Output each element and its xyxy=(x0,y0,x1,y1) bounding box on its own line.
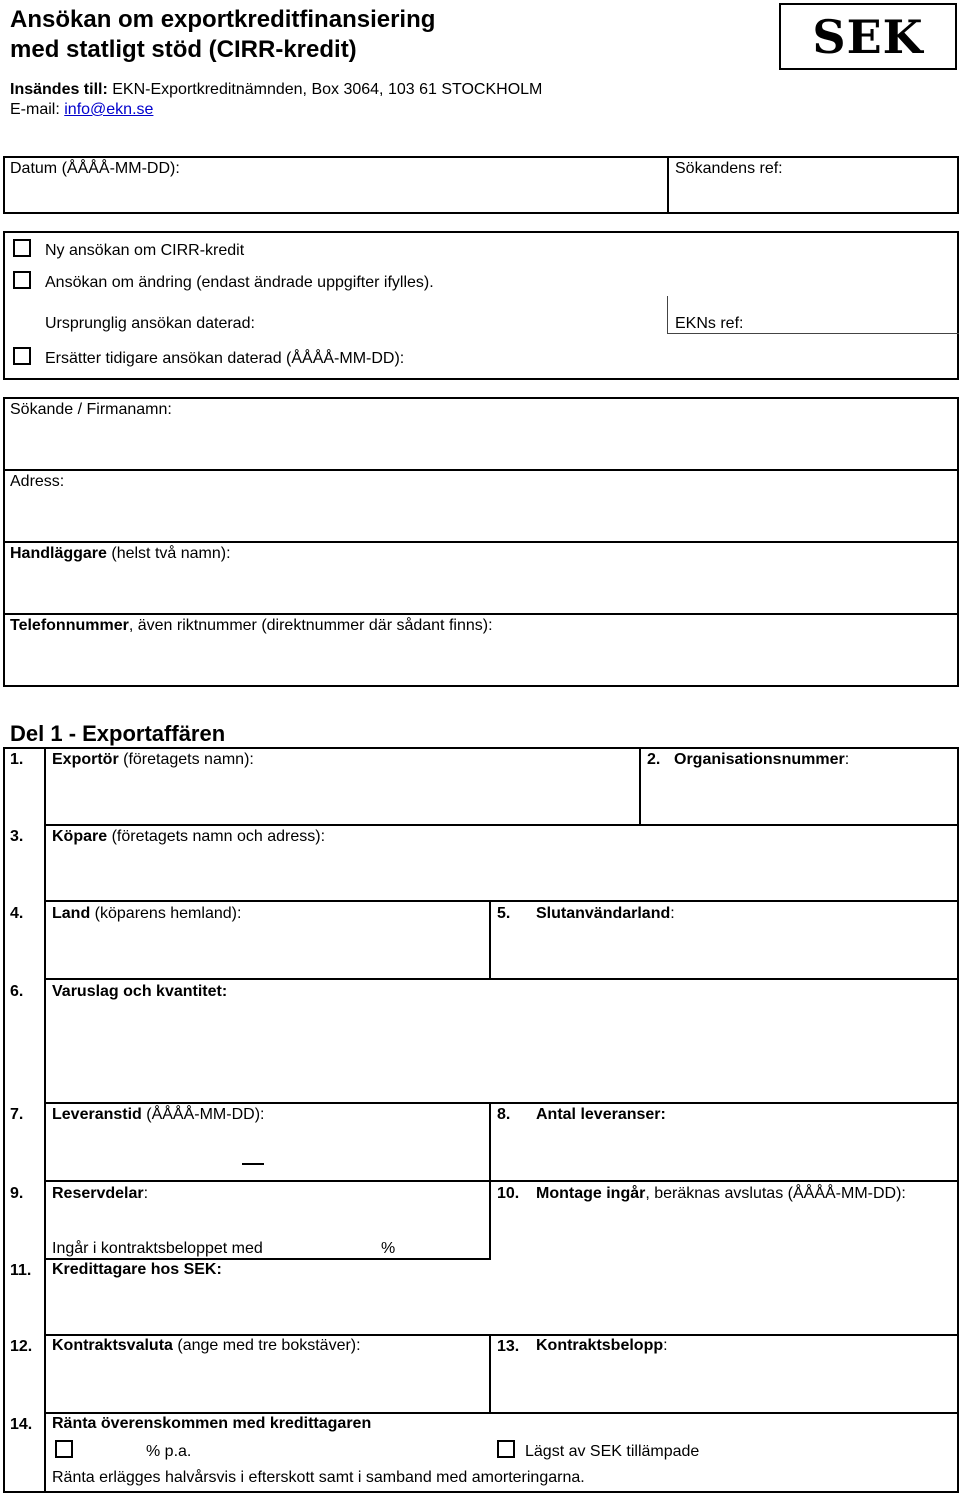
divider xyxy=(957,397,959,687)
contract-amount-label-bold: Kontraktsbelopp xyxy=(536,1337,664,1354)
change-application-label: Ansökan om ändring (endast ändrade uppgifter ifylles). xyxy=(45,274,434,291)
country-field[interactable] xyxy=(48,926,486,975)
sek-logo: SEK xyxy=(779,3,957,70)
replace-application-checkbox[interactable] xyxy=(13,347,31,365)
address-field[interactable] xyxy=(6,494,954,539)
send-to-line xyxy=(10,81,542,99)
divider xyxy=(44,1102,959,1104)
divider xyxy=(489,900,491,980)
divider xyxy=(44,1412,959,1414)
interest-rate-field[interactable] xyxy=(80,1441,140,1459)
deliveries-count-label: Antal leveranser: xyxy=(536,1106,666,1123)
item-number: 6. xyxy=(10,983,24,1000)
item-number: 3. xyxy=(10,828,24,845)
buyer-label xyxy=(52,828,325,846)
contract-amount-label xyxy=(536,1337,668,1355)
item-number: 7. xyxy=(10,1106,24,1123)
phone-label-rest: , även riktnummer (direktnummer där sådant finns): xyxy=(128,617,493,634)
exporter-field[interactable] xyxy=(48,772,636,822)
item-number: 12. xyxy=(10,1338,33,1355)
divider xyxy=(3,747,959,749)
item-number: 14. xyxy=(10,1416,33,1433)
spare-parts-label-bold: Reservdelar xyxy=(52,1185,144,1202)
change-application-checkbox[interactable] xyxy=(13,271,31,289)
section1-heading: Del 1 - Exportaffären xyxy=(10,721,226,746)
interest-note: Ränta erlägges halvårsvis i efterskott samt i samband med amorteringarna. xyxy=(52,1469,585,1486)
buyer-label-rest: (företagets namn och adress): xyxy=(107,828,326,845)
ekn-ref-label: EKNs ref: xyxy=(675,315,744,332)
exporter-label-rest: (företagets namn): xyxy=(118,751,254,768)
item-number: 5. xyxy=(497,905,511,922)
new-application-label: Ny ansökan om CIRR-kredit xyxy=(45,242,245,259)
item-number: 2. xyxy=(647,751,661,768)
divider xyxy=(3,397,959,399)
applicant-ref-field[interactable] xyxy=(670,180,955,210)
date-field[interactable] xyxy=(5,180,665,210)
borrower-label: Kredittagare hos SEK: xyxy=(52,1261,222,1278)
assembly-label-rest: , beräknas avslutas (ÅÅÅÅ-MM-DD): xyxy=(645,1185,906,1202)
send-to-label: Insändes till: xyxy=(10,81,108,98)
handler-label-rest: (helst två namn): xyxy=(106,545,231,562)
currency-field[interactable] xyxy=(48,1358,486,1409)
end-user-country-label-bold: Slutanvändarland xyxy=(536,905,671,922)
divider xyxy=(957,747,959,1493)
fixed-rate-checkbox[interactable] xyxy=(55,1440,73,1458)
goods-label: Varuslag och kvantitet: xyxy=(52,983,228,1000)
contract-amount-field[interactable] xyxy=(494,1358,954,1409)
applicant-ref-label: Sökandens ref: xyxy=(675,160,783,177)
lowest-sek-rate-checkbox[interactable] xyxy=(497,1440,515,1458)
divider xyxy=(44,824,959,826)
percent-sign: % xyxy=(381,1240,396,1257)
divider xyxy=(3,685,959,687)
divider xyxy=(489,1102,491,1260)
date-label: Datum (ÅÅÅÅ-MM-DD): xyxy=(10,160,180,177)
delivery-time-label-bold: Leveranstid xyxy=(52,1106,142,1123)
divider xyxy=(957,231,959,380)
end-user-country-field[interactable] xyxy=(494,926,954,975)
country-label xyxy=(52,905,241,923)
assembly-field[interactable] xyxy=(494,1206,954,1331)
divider xyxy=(44,1258,490,1260)
replace-application-label: Ersätter tidigare ansökan daterad (ÅÅÅÅ-MM-DD): xyxy=(45,350,405,367)
divider xyxy=(3,541,959,543)
percent-pa-label: % p.a. xyxy=(146,1443,192,1460)
exporter-label-bold: Exportör xyxy=(52,751,119,768)
delivery-time-field[interactable] xyxy=(48,1127,486,1177)
divider xyxy=(3,747,5,1493)
new-application-checkbox[interactable] xyxy=(13,239,31,257)
form-title-line1: Ansökan om exportkreditfinansiering xyxy=(10,6,436,33)
company-field[interactable] xyxy=(6,422,954,467)
handler-label xyxy=(10,545,231,563)
goods-field[interactable] xyxy=(48,1004,954,1099)
colon: : xyxy=(844,751,850,768)
divider xyxy=(667,333,959,334)
exporter-label xyxy=(52,751,254,769)
item-number: 9. xyxy=(10,1185,24,1202)
item-number: 4. xyxy=(10,905,24,922)
divider xyxy=(44,978,959,980)
email-line xyxy=(10,101,153,119)
divider xyxy=(3,212,959,214)
currency-label xyxy=(52,1337,361,1355)
phone-field[interactable] xyxy=(6,638,954,683)
buyer-field[interactable] xyxy=(48,849,954,897)
address-label: Adress: xyxy=(10,473,65,490)
email-link[interactable]: info@ekn.se xyxy=(64,101,154,118)
assembly-label-bold: Montage ingår xyxy=(536,1185,646,1202)
original-date-label: Ursprunglig ansökan daterad: xyxy=(45,315,255,332)
divider xyxy=(957,156,959,214)
spare-parts-percent-field[interactable] xyxy=(290,1238,375,1258)
colon: : xyxy=(670,905,675,922)
item-number: 1. xyxy=(10,751,24,768)
handler-label-bold: Handläggare xyxy=(10,545,107,562)
end-user-country-label xyxy=(536,905,675,923)
divider xyxy=(44,900,959,902)
spare-parts-included-label: Ingår i kontraktsbeloppet med xyxy=(52,1240,263,1257)
org-number-label-bold: Organisationsnummer xyxy=(674,751,845,768)
country-label-rest: (köparens hemland): xyxy=(90,905,242,922)
org-number-field[interactable] xyxy=(644,772,954,822)
divider xyxy=(3,156,959,158)
divider xyxy=(3,613,959,615)
email-label: E-mail: xyxy=(10,101,65,118)
divider xyxy=(639,747,641,826)
colon: : xyxy=(663,1337,668,1354)
divider xyxy=(667,296,668,333)
item-number: 10. xyxy=(497,1185,520,1202)
divider xyxy=(3,397,5,687)
item-number: 11. xyxy=(10,1262,32,1279)
divider xyxy=(3,231,959,233)
org-number-label xyxy=(674,751,849,769)
company-label: Sökande / Firmanamn: xyxy=(10,401,172,418)
assembly-label xyxy=(536,1185,906,1203)
currency-label-rest: (ange med tre bokstäver): xyxy=(172,1337,361,1354)
divider xyxy=(44,1180,959,1182)
lowest-sek-rate-label: Lägst av SEK tillämpade xyxy=(525,1443,700,1460)
deliveries-count-field[interactable] xyxy=(494,1127,954,1177)
phone-label xyxy=(10,617,493,635)
divider xyxy=(3,469,959,471)
form-title-line2: med statligt stöd (CIRR-kredit) xyxy=(10,36,357,63)
phone-label-bold: Telefonnummer xyxy=(10,617,129,634)
divider xyxy=(489,1334,491,1414)
item-number: 8. xyxy=(497,1106,511,1123)
buyer-label-bold: Köpare xyxy=(52,828,108,845)
divider xyxy=(667,156,669,214)
delivery-time-label-rest: (ÅÅÅÅ-MM-DD): xyxy=(141,1106,265,1123)
divider xyxy=(3,378,959,380)
spare-parts-label xyxy=(52,1185,148,1203)
borrower-field[interactable] xyxy=(48,1282,486,1331)
item-number: 13. xyxy=(497,1338,520,1355)
divider xyxy=(44,1334,959,1336)
country-label-bold: Land xyxy=(52,905,91,922)
divider xyxy=(3,231,5,380)
send-to-address: EKN-Exportkreditnämnden, Box 3064, 103 61 STOCKHOLM xyxy=(107,81,543,98)
divider xyxy=(44,747,46,1493)
currency-label-bold: Kontraktsvaluta xyxy=(52,1337,173,1354)
handler-field[interactable] xyxy=(6,566,954,611)
colon: : xyxy=(143,1185,149,1202)
interest-label: Ränta överenskommen med kredittagaren xyxy=(52,1415,372,1432)
delivery-time-label xyxy=(52,1106,264,1124)
